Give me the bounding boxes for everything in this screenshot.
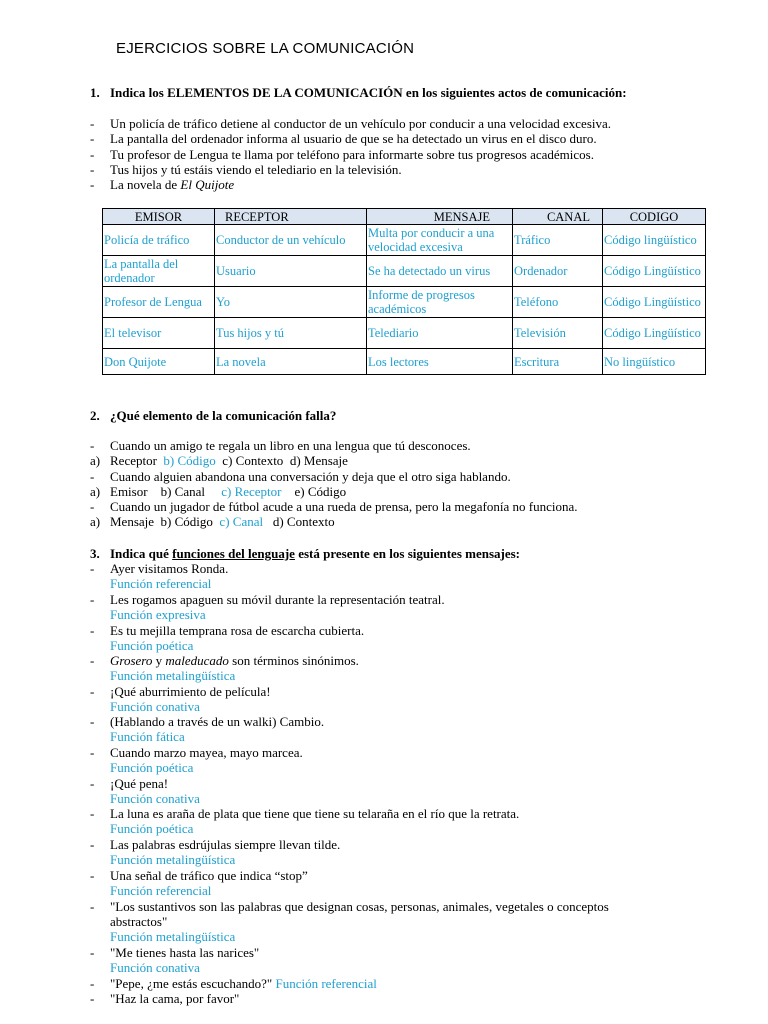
q3-item: - "Los sustantivos son las palabras que designan cosas, personas, animales, vegetales o conceptos <box>90 899 609 914</box>
question-1-number: 1. <box>90 85 100 100</box>
q3-answer: Función metalingüística <box>110 668 236 683</box>
q3-answer: Función poética <box>110 760 194 775</box>
cell-mensaje: Telediario <box>367 318 513 349</box>
communication-elements-table <box>102 208 706 375</box>
correct-answer: b) Código <box>163 453 216 468</box>
cell-mensaje: Se ha detectado un virus <box>367 256 513 287</box>
cell-codigo: Código Lingüístico <box>603 318 706 349</box>
q3-answer: Función fática <box>110 729 185 744</box>
q3-item: - Grosero y maleducado son términos sinónimos. <box>90 653 359 668</box>
question-3-number: 3. <box>90 546 100 561</box>
cell-receptor: Usuario <box>215 256 367 287</box>
q2-case: - Cuando alguien abandona una conversación y deja que el otro siga hablando. <box>90 469 511 484</box>
table-row <box>103 287 706 318</box>
q3-item: - ¡Qué aburrimiento de película! <box>90 684 271 699</box>
q2-options: a) Emisor b) Canal c) Receptor e) Código <box>90 484 347 499</box>
header-canal: CANAL <box>513 209 603 225</box>
cell-codigo: No lingüístico <box>603 349 706 375</box>
q3-item: - ¡Qué pena! <box>90 776 169 791</box>
q1-item: - Tus hijos y tú estáis viendo el telediario en la televisión. <box>90 162 402 177</box>
q3-answer: Función metalingüística <box>110 852 236 867</box>
q1-item: - Tu profesor de Lengua te llama por teléfono para informarte sobre tus progresos académicos. <box>90 147 594 162</box>
q3-item: - "Pepe, ¿me estás escuchando?" Función referencial <box>90 976 377 991</box>
cell-mensaje: Multa por conducir a una velocidad excesiva <box>367 225 513 256</box>
table-row <box>103 256 706 287</box>
correct-answer: c) Receptor <box>221 484 282 499</box>
cell-receptor: Yo <box>215 287 367 318</box>
cell-canal: Escritura <box>513 349 603 375</box>
cell-canal: Ordenador <box>513 256 603 287</box>
question-1-text: Indica los ELEMENTOS DE LA COMUNICACIÓN en los siguientes actos de comunicación: <box>110 85 627 100</box>
q1-item: - La pantalla del ordenador informa al usuario de que se ha detectado un virus en el disco duro. <box>90 131 597 146</box>
q3-item: - Cuando marzo mayea, mayo marcea. <box>90 745 303 760</box>
q3-item-continuation: abstractos" <box>110 914 168 929</box>
cell-codigo: Código Lingüístico <box>603 256 706 287</box>
q3-answer: Función referencial <box>275 976 377 991</box>
header-emisor: EMISOR <box>103 209 215 225</box>
q3-item: - Es tu mejilla temprana rosa de escarcha cubierta. <box>90 623 365 638</box>
cell-receptor: Tus hijos y tú <box>215 318 367 349</box>
q3-item: - La luna es araña de plata que tiene que tiene su telaraña en el río que la retrata. <box>90 806 520 821</box>
q3-answer: Función referencial <box>110 576 212 591</box>
q2-case: - Cuando un jugador de fútbol acude a una rueda de prensa, pero la megafonía no funciona. <box>90 499 578 514</box>
cell-canal: Tráfico <box>513 225 603 256</box>
cell-canal: Televisión <box>513 318 603 349</box>
q3-item: - Las palabras esdrújulas siempre llevan tilde. <box>90 837 341 852</box>
q1-item: - Un policía de tráfico detiene al conductor de un vehículo por conducir a una velocidad excesiva. <box>90 116 612 131</box>
q3-answer: Función metalingüística <box>110 929 236 944</box>
q2-options: a) Mensaje b) Código c) Canal d) Contexto <box>90 514 335 529</box>
q1-item: - La novela de El Quijote <box>90 177 235 192</box>
cell-receptor: La novela <box>215 349 367 375</box>
correct-answer: c) Canal <box>219 514 264 529</box>
q3-answer: Función referencial <box>110 883 212 898</box>
cell-receptor: Conductor de un vehículo <box>215 225 367 256</box>
q3-answer: Función expresiva <box>110 607 206 622</box>
cell-emisor: Don Quijote <box>103 349 215 375</box>
q3-answer: Función conativa <box>110 791 200 806</box>
q2-case: - Cuando un amigo te regala un libro en una lengua que tú desconoces. <box>90 438 471 453</box>
question-2-number: 2. <box>90 408 100 423</box>
cell-emisor: El televisor <box>103 318 215 349</box>
q3-item: - Les rogamos apaguen su móvil durante la representación teatral. <box>90 592 445 607</box>
q3-answer: Función poética <box>110 638 194 653</box>
cell-emisor: La pantalla del ordenador <box>103 256 215 287</box>
header-mensaje: MENSAJE <box>367 209 513 225</box>
question-1-heading <box>90 85 627 101</box>
q3-item: - "Me tienes hasta las narices" <box>90 945 260 960</box>
q3-item: - Una señal de tráfico que indica “stop” <box>90 868 308 883</box>
table-row <box>103 349 706 375</box>
cell-emisor: Policía de tráfico <box>103 225 215 256</box>
q3-item: - "Haz la cama, por favor" <box>90 991 240 1006</box>
q3-answer: Función poética <box>110 821 194 836</box>
novel-title: El Quijote <box>180 177 235 192</box>
question-2-text: ¿Qué elemento de la comunicación falla? <box>110 408 337 423</box>
q3-item: - Ayer visitamos Ronda. <box>90 561 229 576</box>
q3-item: - (Hablando a través de un walki) Cambio. <box>90 714 325 729</box>
q3-answer: Función conativa <box>110 699 200 714</box>
cell-mensaje: Informe de progresos académicos <box>367 287 513 318</box>
table-header-row <box>103 209 706 225</box>
table-row <box>103 318 706 349</box>
cell-mensaje: Los lectores <box>367 349 513 375</box>
question-3-heading: 3. Indica qué funciones del lenguaje está presente en los siguientes mensajes: <box>90 546 521 561</box>
cell-codigo: Código lingüístico <box>603 225 706 256</box>
question-2-heading <box>90 408 336 424</box>
funciones-link[interactable]: funciones del lenguaje <box>172 546 295 561</box>
table-row <box>103 225 706 256</box>
q3-answer: Función conativa <box>110 960 200 975</box>
page-title: EJERCICIOS SOBRE LA COMUNICACIÓN <box>116 40 415 57</box>
q2-options: a) Receptor b) Código c) Contexto d) Mensaje <box>90 453 348 468</box>
cell-canal: Teléfono <box>513 287 603 318</box>
header-receptor: RECEPTOR <box>215 209 367 225</box>
cell-emisor: Profesor de Lengua <box>103 287 215 318</box>
cell-codigo: Código Lingüístico <box>603 287 706 318</box>
header-codigo: CODIGO <box>603 209 706 225</box>
